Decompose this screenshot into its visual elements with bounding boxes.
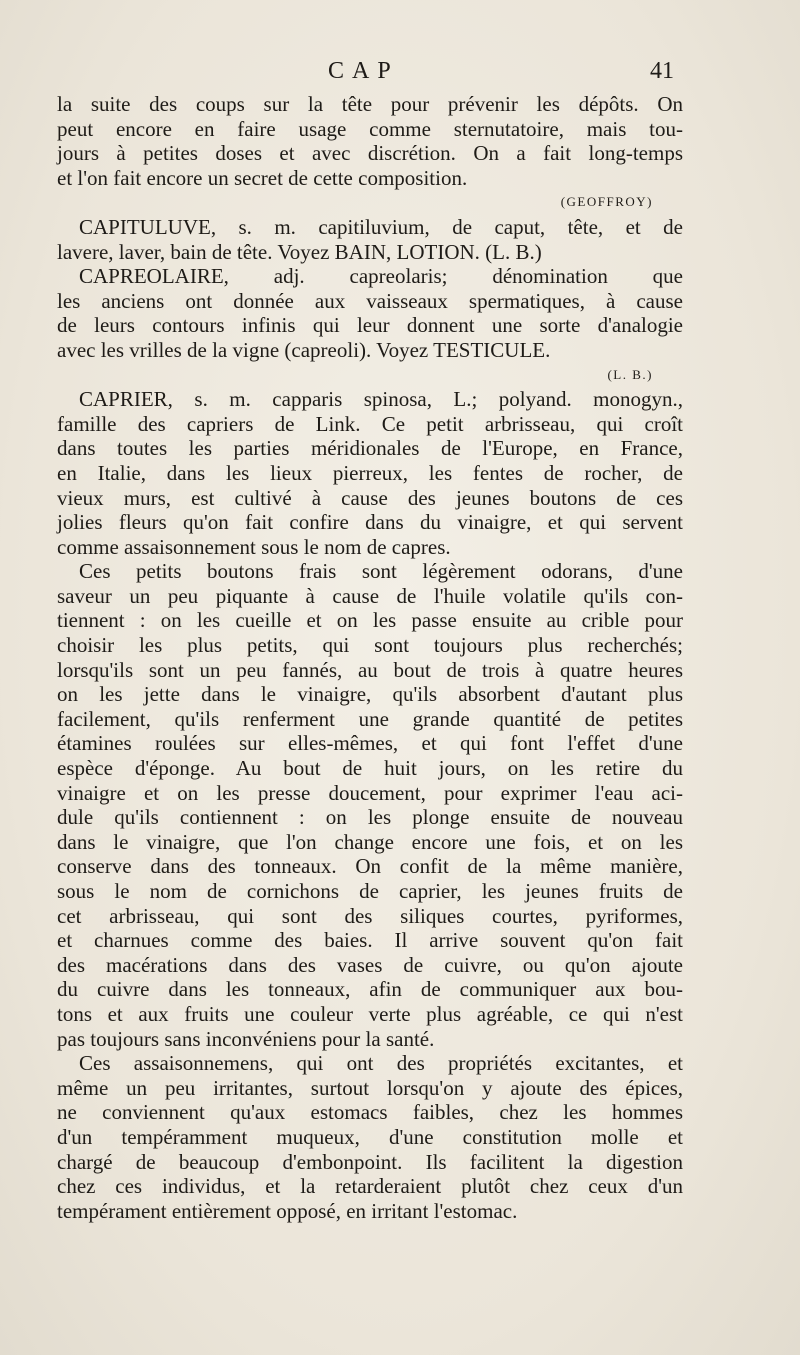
text-line: Ces petits boutons frais sont légèrement odorans, d'une — [79, 559, 683, 584]
text-line: famille des capriers de Link. Ce petit arbrisseau, qui croît — [57, 411, 683, 436]
page-header — [0, 58, 800, 94]
entry-headline: CAPREOLAIRE, adj. capreolaris; dénomination que — [79, 264, 683, 289]
text-line: conserve dans des tonneaux. On confit de la même manière, — [57, 854, 683, 879]
entry-capituluve — [57, 215, 683, 264]
entry-headline: CAPITULUVE, s. m. capitiluvium, de caput, tête, et de — [79, 214, 683, 239]
text-line: tempérament entièrement opposé, en irritant l'estomac. — [57, 1198, 518, 1223]
text-line: lavere, laver, bain de tête. Voyez BAIN, LOTION. (L. B.) — [57, 239, 542, 264]
text-line: saveur un peu piquante à cause de l'huile volatile qu'ils con- — [57, 583, 683, 608]
text-line: Ces assaisonnemens, qui ont des propriétés excitantes, et — [79, 1051, 683, 1076]
paragraph-assaisonnemens — [57, 1051, 683, 1223]
entry-capreolaire — [57, 264, 683, 387]
text-line: jours à petites doses et avec discrétion. On a fait long-temps — [57, 141, 683, 166]
text-line: vinaigre et on les presse doucement, pour exprimer l'eau aci- — [57, 780, 683, 805]
text-line: ne conviennent qu'aux estomacs faibles, chez les hommes — [57, 1100, 683, 1125]
text-line: jolies fleurs qu'on fait confire dans du vinaigre, et qui servent — [57, 510, 683, 535]
text-line: dans toutes les parties méridionales de l'Europe, en France, — [57, 436, 683, 461]
author-signature: (L. B.) — [607, 366, 653, 382]
text-line: et l'on fait encore un secret de cette composition. — [57, 165, 468, 190]
text-line: du cuivre dans les tonneaux, afin de communiquer aux bou- — [57, 977, 683, 1002]
paragraph-boutons — [57, 559, 683, 1051]
text-line: lorsqu'ils sont un peu fannés, au bout de trois à quatre heures — [57, 657, 683, 682]
text-line: avec les vrilles de la vigne (capreoli). Voyez TESTICULE. — [57, 337, 551, 362]
text-line: d'un tempéramment muqueux, d'une constitution molle et — [57, 1124, 683, 1149]
page-body — [57, 92, 683, 1223]
text-line: chez ces individus, et la retarderaient plutôt chez ceux d'un — [57, 1174, 683, 1199]
text-line: des macérations dans des vases de cuivre, ou qu'on ajoute — [57, 952, 683, 977]
text-line: tons et aux fruits une couleur verte plus agréable, ce qui n'est — [57, 1001, 683, 1026]
paragraph-continuation — [57, 92, 683, 215]
text-line: et charnues comme des baies. Il arrive souvent qu'on fait — [57, 928, 683, 953]
text-line: dule qu'ils contiennent : on les plonge ensuite de nouveau — [57, 805, 683, 830]
text-line: on les jette dans le vinaigre, qu'ils absorbent d'autant plus — [57, 682, 683, 707]
text-line: vieux murs, est cultivé à cause des jeunes boutons de ces — [57, 485, 683, 510]
text-line: cet arbrisseau, qui sont des siliques courtes, pyriformes, — [57, 903, 683, 928]
entry-caprier — [57, 387, 683, 559]
text-line: étamines roulées sur elles-mêmes, et qui font l'effet d'une — [57, 731, 683, 756]
text-line: choisir les plus petits, qui sont toujours plus recherchés; — [57, 633, 683, 658]
text-line: comme assaisonnement sous le nom de capres. — [57, 534, 451, 559]
text-line: tiennent : on les cueille et on les passe ensuite au crible pour — [57, 608, 683, 633]
author-signature: (GEOFFROY) — [560, 194, 653, 210]
text-line: peut encore en faire usage comme sternutatoire, mais tou- — [57, 116, 683, 141]
text-line: chargé de beaucoup d'embonpoint. Ils facilitent la digestion — [57, 1149, 683, 1174]
running-head: CAP — [328, 58, 399, 84]
text-line: les anciens ont donnée aux vaisseaux spermatiques, à cause — [57, 288, 683, 313]
text-line: la suite des coups sur la tête pour prévenir les dépôts. On — [57, 92, 683, 116]
text-line: espèce d'éponge. Au bout de huit jours, on les retire du — [57, 756, 683, 781]
text-line: facilement, qu'ils renferment une grande quantité de petites — [57, 706, 683, 731]
text-line: de leurs contours infinis qui leur donnent une sorte d'analogie — [57, 313, 683, 338]
text-line: sous le nom de cornichons de caprier, les jeunes fruits de — [57, 879, 683, 903]
text-line: dans le vinaigre, que l'on change encore une fois, et on les — [57, 829, 683, 854]
page-number: 41 — [650, 58, 674, 84]
entry-headline: CAPRIER, s. m. capparis spinosa, L.; polyand. monogyn., — [79, 387, 683, 412]
text-line: en Italie, dans les lieux pierreux, les fentes de rocher, de — [57, 460, 683, 485]
text-line: pas toujours sans inconvéniens pour la santé. — [57, 1026, 435, 1051]
text-line: même un peu irritantes, surtout lorsqu'on y ajoute des épices, — [57, 1075, 683, 1100]
